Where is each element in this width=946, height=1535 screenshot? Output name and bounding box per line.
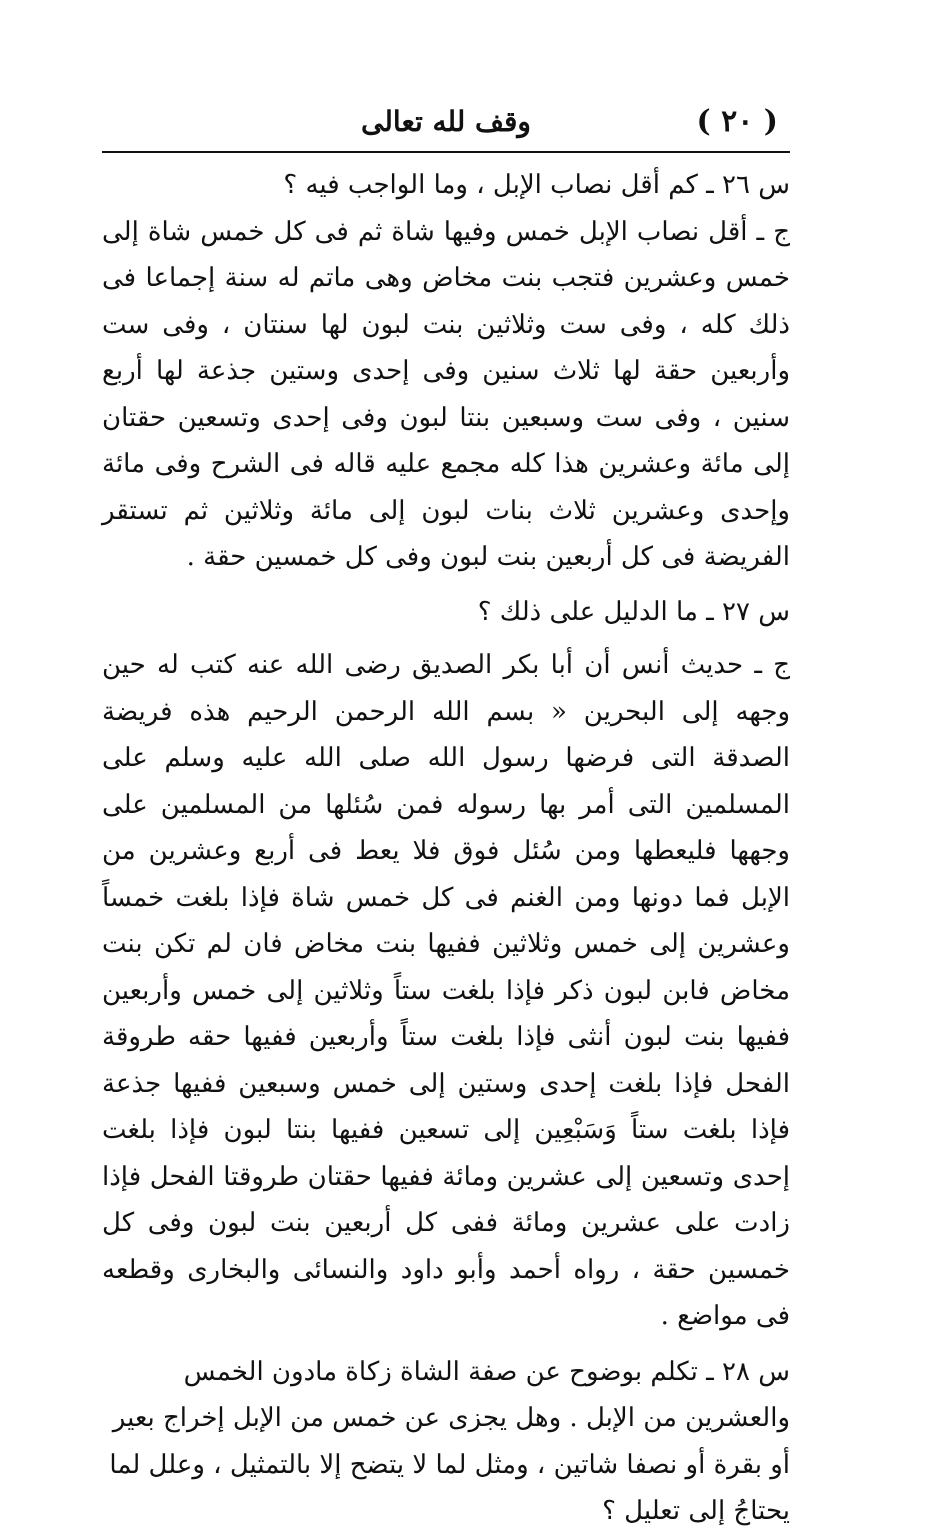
body-text: [102, 162, 790, 1535]
question-27: س ٢٧ ـ ما الدليل على ذلك ؟: [477, 596, 790, 627]
page-number: ( ٢٠ ): [696, 104, 778, 139]
question-28: س ٢٨ ـ تكلم بوضوح عن صفة الشاة زكاة مادون الخمس والعشرين من الإبل . وهل يجزى عن خمس من الإبل إخراج بعير أو بقرة أو نصفا شاتين ، ومثل لما لا يتضح إلا بالتمثيل ، وعلل لما يحتاجُ إلى تعليل ؟: [109, 1356, 790, 1526]
header-rule: [102, 151, 790, 153]
page-header: [102, 92, 790, 150]
answer-27: ج ـ حديث أنس أن أبا بكر الصديق رضى الله عنه كتب له حين وجهه إلى البحرين « بسم الله الرحمن الرحيم هذه فريضة الصدقة التى فرضها رسول الله صلى الله عليه وسلم على المسلمين التى أمر بها رسوله فمن سُئلها من المسلمين على وجهها فليعطها ومن سُئل فوق فلا يعط فى أربع وعشرين من الإبل فما دونها ومن الغنم فى كل خمس شاة فإذا بلغت خمساً وعشرين إلى خمس وثلاثين ففيها بنت مخاض فان لم تكن بنت مخاض فابن لبون ذكر فإذا بلغت ستاً وثلاثين إلى خمس وأربعين ففيها بنت لبون أنثى فإذا بلغت ستاً وأربعين ففيها حقه طروقة الفحل فإذا بلغت إحدى وستين إلى خمس وسبعين ففيها جذعة فإذا بلغت ستاً وَسَبْعِين إلى تسعين ففيها بنتا لبون فإذا بلغت إحدى وتسعين إلى عشرين ومائة ففيها حقتان طروقتا الفحل فإذا زادت على عشرين ومائة ففى كل أربعين بنت لبون وفى كل خمسين حقة ، رواه أحمد وأبو داود والنسائى والبخارى وقطعه فى مواضع .: [102, 650, 790, 1331]
running-title: وقف لله تعالى: [361, 105, 531, 138]
question-26: س ٢٦ ـ كم أقل نصاب الإبل ، وما الواجب فيه ؟: [283, 170, 790, 200]
answer-26: ج ـ أقل نصاب الإبل خمس وفيها شاة ثم فى كل خمس شاة إلى خمس وعشرين فتجب بنت مخاض وهى ماتم له سنة إجماعا فى ذلك كله ، وفى ست وثلاثين بنت لبون لها سنتان ، وفى ست وأربعين حقة لها ثلاث سنين وفى إحدى وستين جذعة لها أربع سنين ، وفى ست وسبعين بنتا لبون وفى إحدى وتسعين حقتان إلى مائة وعشرين هذا كله مجمع عليه قاله فى الشرح وفى مائة وإحدى وعشرين ثلاث بنات لبون إلى مائة وثلاثين ثم تستقر الفريضة فى كل أربعين بنت لبون وفى كل خمسين حقة .: [102, 216, 790, 572]
